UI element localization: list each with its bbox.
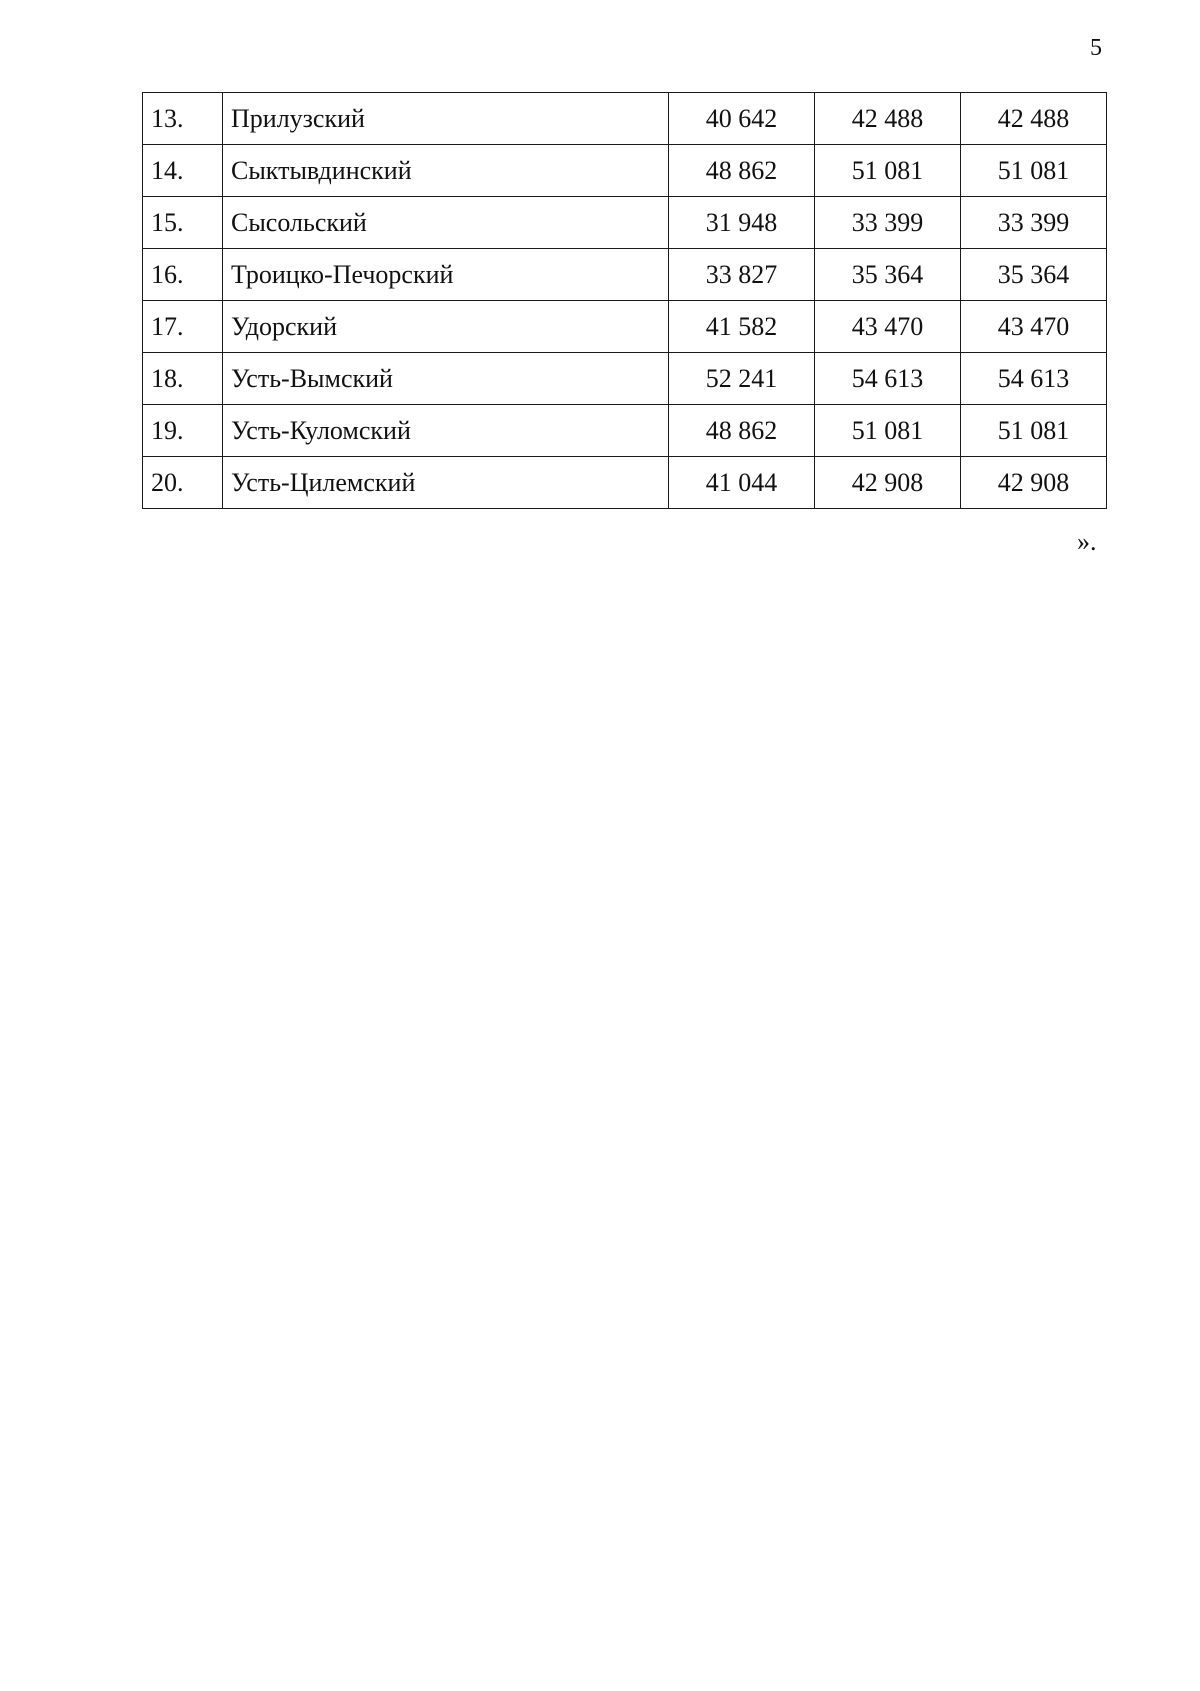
table-row: [143, 93, 1107, 145]
value-cell-2: 51 081: [815, 145, 961, 197]
value-cell-1: 41 044: [669, 457, 815, 509]
value-cell-2: 43 470: [815, 301, 961, 353]
value-cell-2: 42 908: [815, 457, 961, 509]
table-row: [143, 145, 1107, 197]
row-number-cell: 20.: [143, 457, 223, 509]
district-name-cell: Удорский: [223, 301, 669, 353]
district-name-cell: Сыктывдинский: [223, 145, 669, 197]
value-cell-1: 48 862: [669, 405, 815, 457]
row-number-cell: 17.: [143, 301, 223, 353]
row-number-cell: 16.: [143, 249, 223, 301]
table-row: [143, 457, 1107, 509]
row-number-cell: 14.: [143, 145, 223, 197]
value-cell-2: 35 364: [815, 249, 961, 301]
row-number-cell: 19.: [143, 405, 223, 457]
district-name-cell: Прилузский: [223, 93, 669, 145]
value-cell-1: 48 862: [669, 145, 815, 197]
value-cell-3: 35 364: [961, 249, 1107, 301]
district-name-cell: Усть-Куломский: [223, 405, 669, 457]
table-row: [143, 353, 1107, 405]
table-row: [143, 197, 1107, 249]
value-cell-2: 42 488: [815, 93, 961, 145]
value-cell-2: 51 081: [815, 405, 961, 457]
data-table: [142, 92, 1107, 509]
value-cell-3: 51 081: [961, 405, 1107, 457]
value-cell-3: 33 399: [961, 197, 1107, 249]
district-name-cell: Троицко-Печорский: [223, 249, 669, 301]
value-cell-3: 42 488: [961, 93, 1107, 145]
row-number-cell: 18.: [143, 353, 223, 405]
closing-quote: ».: [1077, 527, 1097, 556]
value-cell-3: 43 470: [961, 301, 1107, 353]
district-name-cell: Сысольский: [223, 197, 669, 249]
value-cell-1: 31 948: [669, 197, 815, 249]
value-cell-3: 42 908: [961, 457, 1107, 509]
table-row: [143, 301, 1107, 353]
page-number: 5: [1090, 35, 1102, 61]
value-cell-1: 33 827: [669, 249, 815, 301]
district-name-cell: Усть-Вымский: [223, 353, 669, 405]
value-cell-2: 33 399: [815, 197, 961, 249]
value-cell-3: 51 081: [961, 145, 1107, 197]
row-number-cell: 15.: [143, 197, 223, 249]
value-cell-1: 40 642: [669, 93, 815, 145]
table-row: [143, 249, 1107, 301]
value-cell-2: 54 613: [815, 353, 961, 405]
table-row: [143, 405, 1107, 457]
value-cell-3: 54 613: [961, 353, 1107, 405]
district-name-cell: Усть-Цилемский: [223, 457, 669, 509]
value-cell-1: 41 582: [669, 301, 815, 353]
row-number-cell: 13.: [143, 93, 223, 145]
value-cell-1: 52 241: [669, 353, 815, 405]
